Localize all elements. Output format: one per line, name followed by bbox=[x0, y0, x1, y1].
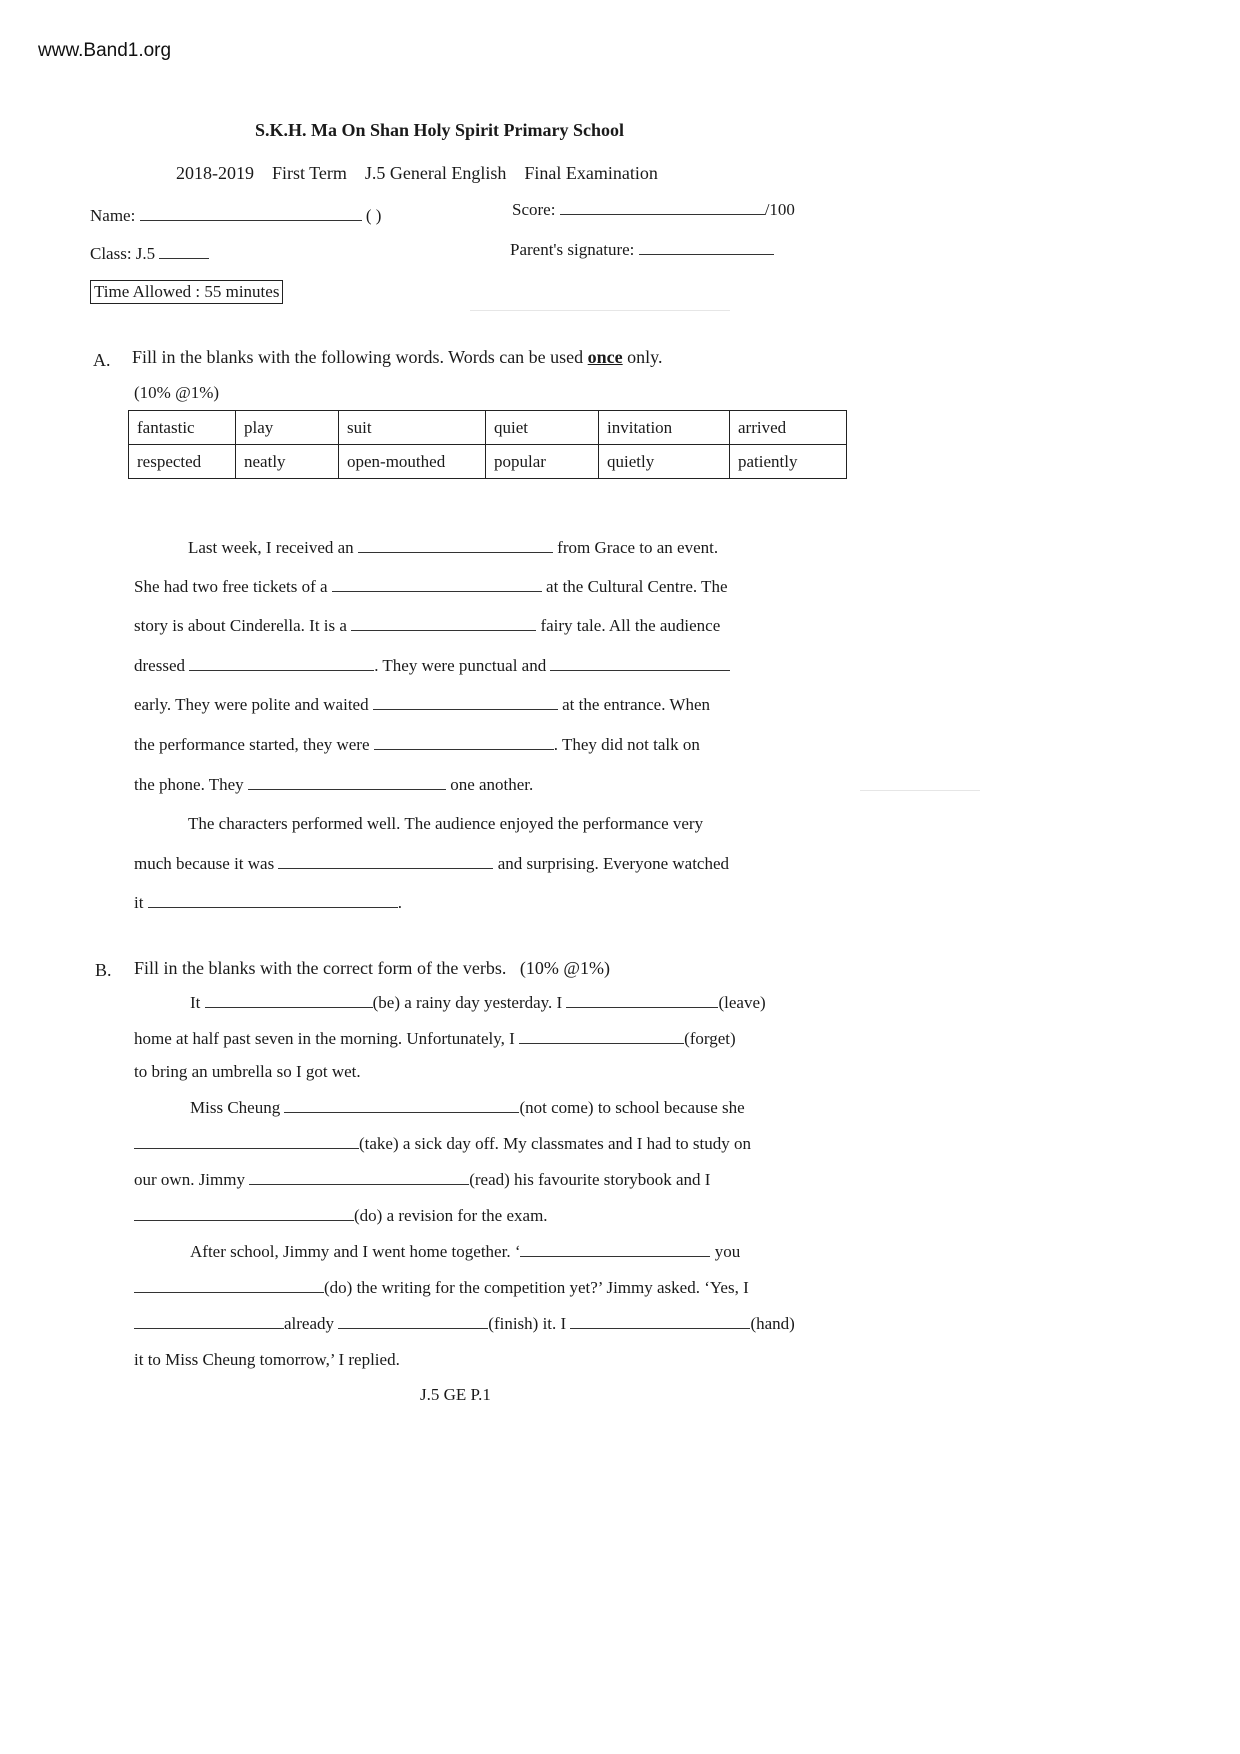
term: First Term bbox=[272, 163, 347, 183]
passage-text: (be) a rainy day yesterday. I bbox=[372, 993, 563, 1012]
word-bank-cell: quietly bbox=[599, 445, 730, 479]
passage-text: (forget) bbox=[684, 1029, 736, 1048]
passage-text: the performance started, they were bbox=[134, 735, 370, 754]
passage-a-line-9 bbox=[134, 854, 729, 874]
answer-blank-b7[interactable] bbox=[134, 1206, 354, 1221]
class-number-parens: ( ) bbox=[365, 206, 382, 225]
answer-blank-b9[interactable] bbox=[134, 1278, 324, 1293]
answer-blank-b3[interactable] bbox=[519, 1029, 684, 1044]
word-bank-table bbox=[128, 410, 847, 479]
word-bank-cell: open-mouthed bbox=[339, 445, 486, 479]
parent-signature-label: Parent's signature: bbox=[510, 240, 635, 259]
exam-type: Final Examination bbox=[524, 163, 658, 183]
word-bank-cell: fantastic bbox=[129, 411, 236, 445]
passage-text: it to Miss Cheung tomorrow,’ I replied. bbox=[134, 1350, 400, 1369]
word-bank-cell: invitation bbox=[599, 411, 730, 445]
section-b-instruction bbox=[134, 958, 610, 979]
passage-text: The characters performed well. The audience enjoyed the performance very bbox=[188, 814, 704, 833]
answer-blank-b8[interactable] bbox=[520, 1242, 710, 1257]
passage-a-line-1 bbox=[188, 538, 718, 558]
answer-blank-b4[interactable] bbox=[284, 1098, 519, 1113]
passage-a-line-5 bbox=[134, 695, 710, 715]
passage-b-line-6 bbox=[134, 1170, 710, 1190]
page-number: J.5 GE P.1 bbox=[420, 1385, 491, 1404]
passage-b-line-11 bbox=[134, 1350, 400, 1370]
answer-blank-b12[interactable] bbox=[570, 1314, 750, 1329]
word-bank-cell: suit bbox=[339, 411, 486, 445]
passage-text: . bbox=[397, 893, 402, 912]
passage-text: already bbox=[284, 1314, 335, 1333]
word-bank-row bbox=[129, 411, 847, 445]
passage-a-line-4 bbox=[134, 656, 730, 676]
score-field[interactable] bbox=[560, 200, 765, 215]
passage-a-line-8 bbox=[188, 814, 703, 834]
answer-blank-a7[interactable] bbox=[374, 735, 554, 750]
passage-text: (not come) to school because she bbox=[519, 1098, 745, 1117]
passage-b-line-10 bbox=[134, 1314, 795, 1334]
passage-b-line-7 bbox=[134, 1206, 548, 1226]
passage-text: She had two free tickets of a bbox=[134, 577, 328, 596]
answer-blank-b6[interactable] bbox=[249, 1170, 469, 1185]
class-row bbox=[90, 244, 209, 264]
parent-signature-field[interactable] bbox=[639, 240, 774, 255]
passage-text: Last week, I received an bbox=[188, 538, 354, 557]
section-a-instruction bbox=[132, 347, 663, 368]
section-a-instruction-once: once bbox=[587, 347, 623, 367]
passage-text: at the Cultural Centre. The bbox=[546, 577, 728, 596]
passage-text: (finish) it. I bbox=[488, 1314, 567, 1333]
passage-a-line-6 bbox=[134, 735, 700, 755]
score-row bbox=[512, 200, 795, 220]
bleed-through-mark bbox=[860, 780, 980, 791]
passage-text: It bbox=[190, 993, 201, 1012]
passage-text: (take) a sick day off. My classmates and I had to study on bbox=[359, 1134, 752, 1153]
passage-b-line-5 bbox=[134, 1134, 751, 1154]
answer-blank-a2[interactable] bbox=[332, 577, 542, 592]
passage-text: one another. bbox=[450, 775, 534, 794]
word-bank-cell: popular bbox=[486, 445, 599, 479]
passage-text: (read) his favourite storybook and I bbox=[469, 1170, 711, 1189]
word-bank-row bbox=[129, 445, 847, 479]
passage-text: home at half past seven in the morning. Unfortunately, I bbox=[134, 1029, 515, 1048]
passage-text: After school, Jimmy and I went home together. ‘ bbox=[190, 1242, 521, 1261]
passage-text: dressed bbox=[134, 656, 185, 675]
exam-subtitle bbox=[176, 163, 658, 184]
answer-blank-a10[interactable] bbox=[148, 893, 398, 908]
subject: J.5 General English bbox=[364, 163, 507, 183]
passage-text: much because it was bbox=[134, 854, 275, 873]
answer-blank-a3[interactable] bbox=[351, 616, 536, 631]
passage-text: from Grace to an event. bbox=[557, 538, 719, 557]
passage-text: it bbox=[134, 893, 144, 912]
passage-text: early. They were polite and waited bbox=[134, 695, 369, 714]
class-label: Class: J.5 bbox=[90, 244, 156, 263]
watermark-text: www.Band1.org bbox=[38, 40, 172, 61]
word-bank-cell: respected bbox=[129, 445, 236, 479]
answer-blank-b2[interactable] bbox=[566, 993, 718, 1008]
class-field[interactable] bbox=[159, 244, 209, 259]
answer-blank-a5[interactable] bbox=[550, 656, 730, 671]
answer-blank-a8[interactable] bbox=[248, 775, 446, 790]
time-allowed-box: Time Allowed : 55 minutes bbox=[90, 280, 283, 304]
passage-text: fairy tale. All the audience bbox=[540, 616, 721, 635]
score-total: /100 bbox=[764, 200, 795, 219]
passage-text: you bbox=[714, 1242, 741, 1261]
passage-a-line-2 bbox=[134, 577, 728, 597]
school-name: S.K.H. Ma On Shan Holy Spirit Primary School bbox=[255, 120, 625, 140]
passage-text: (leave) bbox=[718, 993, 766, 1012]
passage-b-line-2 bbox=[134, 1029, 736, 1049]
answer-blank-a6[interactable] bbox=[373, 695, 558, 710]
passage-text: (do) a revision for the exam. bbox=[354, 1206, 548, 1225]
section-a-letter: A. bbox=[93, 350, 111, 370]
section-a-marks: (10% @1%) bbox=[134, 383, 220, 402]
passage-text: (do) the writing for the competition yet?’ Jimmy asked. ‘Yes, I bbox=[324, 1278, 749, 1297]
name-row bbox=[90, 206, 381, 226]
passage-text: . They were punctual and bbox=[374, 656, 547, 675]
passage-a-line-10 bbox=[134, 893, 402, 913]
passage-text: . They did not talk on bbox=[553, 735, 700, 754]
word-bank-cell: arrived bbox=[730, 411, 847, 445]
section-b-instruction-text: Fill in the blanks with the correct form of the verbs. bbox=[134, 958, 507, 978]
passage-text: story is about Cinderella. It is a bbox=[134, 616, 347, 635]
passage-a-line-3 bbox=[134, 616, 720, 636]
parent-signature-row bbox=[510, 240, 774, 260]
school-year: 2018-2019 bbox=[176, 163, 254, 183]
answer-blank-b5[interactable] bbox=[134, 1134, 359, 1149]
bleed-through-mark bbox=[470, 300, 730, 311]
passage-b-line-3 bbox=[134, 1062, 361, 1082]
answer-blank-b1[interactable] bbox=[205, 993, 373, 1008]
passage-b-line-9 bbox=[134, 1278, 749, 1298]
word-bank-cell: quiet bbox=[486, 411, 599, 445]
passage-text: the phone. They bbox=[134, 775, 244, 794]
passage-text: (hand) bbox=[750, 1314, 795, 1333]
passage-b-line-4 bbox=[190, 1098, 745, 1118]
name-label: Name: bbox=[90, 206, 136, 225]
section-a-instruction-end: only. bbox=[622, 347, 663, 367]
section-b-letter: B. bbox=[95, 960, 112, 980]
passage-text: our own. Jimmy bbox=[134, 1170, 245, 1189]
passage-text: to bring an umbrella so I got wet. bbox=[134, 1062, 361, 1081]
section-b-marks: (10% @1%) bbox=[519, 958, 610, 978]
passage-b-line-8 bbox=[190, 1242, 740, 1262]
passage-text: at the entrance. When bbox=[562, 695, 710, 714]
answer-blank-a4[interactable] bbox=[189, 656, 374, 671]
word-bank-cell: patiently bbox=[730, 445, 847, 479]
answer-blank-b11[interactable] bbox=[338, 1314, 488, 1329]
passage-text: Miss Cheung bbox=[190, 1098, 281, 1117]
answer-blank-b10[interactable] bbox=[134, 1314, 284, 1329]
answer-blank-a9[interactable] bbox=[278, 854, 493, 869]
section-a-instruction-start: Fill in the blanks with the following words. Words can be used bbox=[132, 347, 588, 367]
name-field[interactable] bbox=[140, 206, 362, 221]
answer-blank-a1[interactable] bbox=[358, 538, 553, 553]
passage-a-line-7 bbox=[134, 775, 533, 795]
passage-text: and surprising. Everyone watched bbox=[497, 854, 730, 873]
word-bank-cell: neatly bbox=[236, 445, 339, 479]
passage-b-line-1 bbox=[190, 993, 766, 1013]
word-bank-cell: play bbox=[236, 411, 339, 445]
score-label: Score: bbox=[512, 200, 556, 219]
